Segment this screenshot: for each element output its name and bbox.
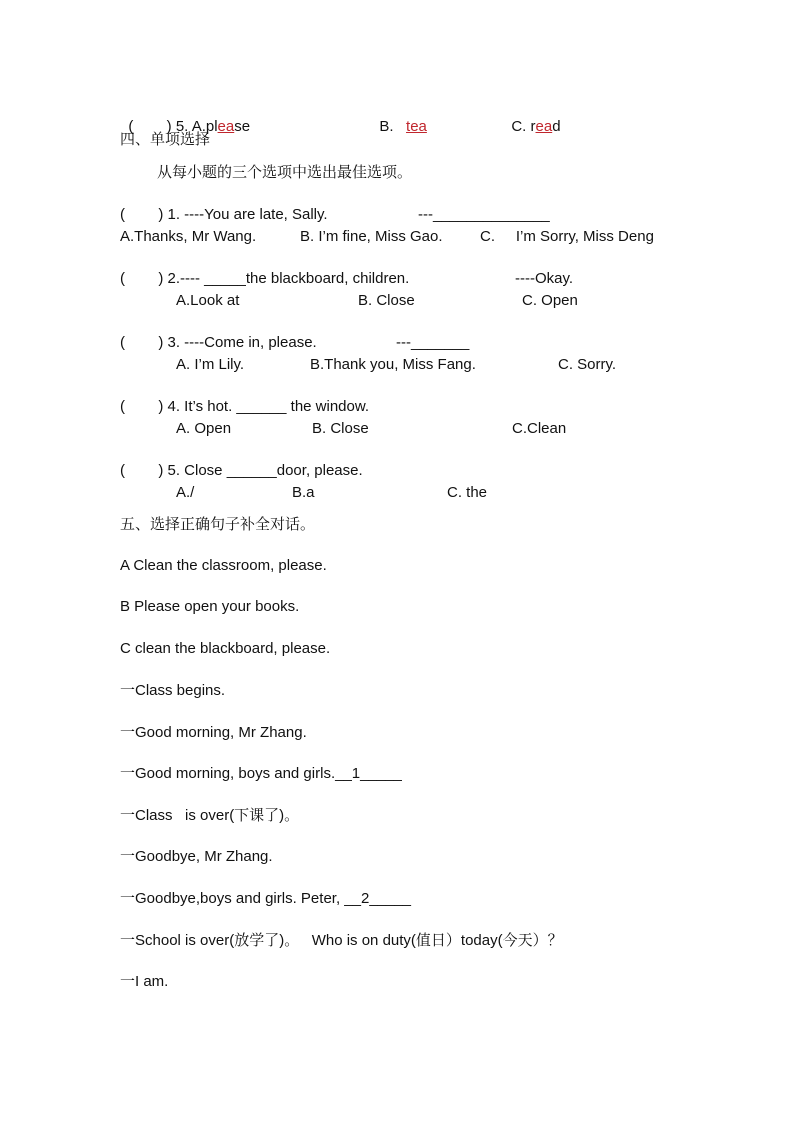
mc-question-4-stem: ( ) 4. It’s hot. ______ the window. [120, 398, 370, 415]
mc-question-5-option-a: A./ [176, 484, 195, 501]
section-5-heading: 五、选择正确句子补全对话。 [120, 515, 316, 533]
mc-question-1-option-b: B. I’m fine, Miss Gao. [300, 228, 443, 245]
dialogue-option-c: C clean the blackboard, please. [120, 640, 331, 657]
mc-question-1-option-c: C. I’m Sorry, Miss Deng [480, 228, 654, 245]
mc-question-1-stem: ( ) 1. ----You are late, Sally. [120, 206, 328, 223]
phonics-q5-option-a-highlight: ea [217, 118, 235, 135]
dialogue-line-7: 一School is over(放学了)。 Who is on duty(值日）today(今天）？ [120, 932, 563, 949]
phonics-q5-option-a-end: se [234, 118, 251, 135]
mc-question-2-option-c: C. Open [522, 292, 578, 309]
mc-question-3-reply: ---_______ [396, 334, 470, 351]
mc-question-5-option-c: C. the [447, 484, 488, 501]
mc-question-2-reply: ----Okay. [515, 270, 574, 287]
mc-question-3-option-c: C. Sorry. [558, 356, 617, 373]
section-4-instruction: 从每小题的三个选项中选出最佳选项。 [157, 163, 413, 181]
mc-question-4-option-c: C.Clean [512, 420, 567, 437]
mc-question-4-option-a: A. Open [176, 420, 232, 437]
dialogue-line-1: 一Class begins. [120, 682, 226, 699]
dialogue-line-5: 一Goodbye, Mr Zhang. [120, 848, 273, 865]
mc-question-1-reply: ---______________ [418, 206, 550, 223]
phonics-q5-option-c-label: C. r [511, 118, 536, 135]
phonics-q5-option-b-highlight: tea [406, 118, 427, 135]
mc-question-2-stem: ( ) 2.---- _____the blackboard, children. [120, 270, 410, 287]
section-4-heading: 四、单项选择 [120, 130, 211, 148]
mc-question-5-option-b: B.a [292, 484, 315, 501]
dialogue-line-2: 一Good morning, Mr Zhang. [120, 724, 307, 741]
mc-question-2-option-b: B. Close [358, 292, 415, 309]
phonics-q5-option-c-end: d [552, 118, 561, 135]
dialogue-option-a: A Clean the classroom, please. [120, 557, 327, 574]
dialogue-line-4: 一Class is over(下课了)。 [120, 807, 300, 824]
phonics-q5-option-b-label: B. [379, 118, 407, 135]
mc-question-4-option-b: B. Close [312, 420, 369, 437]
dialogue-line-8: 一I am. [120, 973, 169, 990]
dialogue-line-3: 一Good morning, boys and girls.__1_____ [120, 765, 402, 782]
phonics-q5-option-c-highlight: ea [535, 118, 553, 135]
phonics-q5-option-c [503, 97, 561, 137]
mc-question-3-option-b: B.Thank you, Miss Fang. [310, 356, 476, 373]
phonics-q5-stem: ( ) 5. A.pl [128, 118, 218, 135]
dialogue-line-6: 一Goodbye,boys and girls. Peter, __2_____ [120, 890, 412, 907]
mc-question-2-option-a: A.Look at [176, 292, 240, 309]
mc-question-1-option-a: A.Thanks, Mr Wang. [120, 228, 257, 245]
mc-question-5-stem: ( ) 5. Close ______door, please. [120, 462, 363, 479]
phonics-q5-option-b [371, 97, 427, 137]
mc-question-3-option-a: A. I’m Lily. [176, 356, 245, 373]
mc-question-3-stem: ( ) 3. ----Come in, please. [120, 334, 317, 351]
dialogue-option-b: B Please open your books. [120, 598, 300, 615]
